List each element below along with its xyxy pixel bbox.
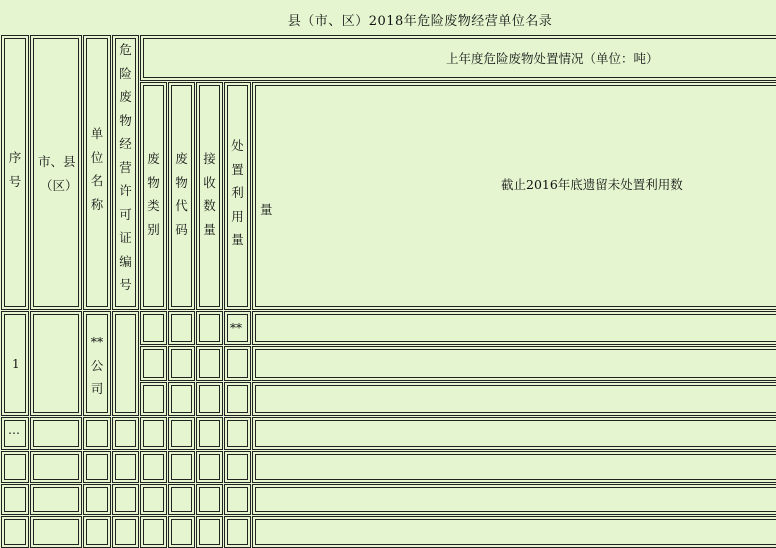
header-city-line2: （区） (40, 178, 78, 193)
row1b-waste-category (140, 346, 167, 381)
header-license (112, 35, 139, 310)
row-ellipsis-receive-qty (196, 417, 223, 450)
header-qty-suffix: 量 (260, 202, 273, 217)
row1a-waste-category (140, 311, 167, 345)
row-ellipsis-backlog (252, 417, 776, 450)
row1-unit (83, 311, 111, 416)
row1c-dispose-qty (224, 382, 251, 416)
row1b-backlog (252, 346, 776, 381)
row-empty1-waste-code (168, 451, 195, 483)
header-seq-text: 序 号 (8, 150, 22, 189)
row-empty2-seq (1, 484, 29, 515)
row-empty2-city (30, 484, 82, 515)
row-empty3-waste-category (140, 516, 167, 548)
row1c-waste-category (140, 382, 167, 416)
row1b-receive-qty (196, 346, 223, 381)
header-waste-code (168, 82, 195, 310)
row1-seq-text: 1 (12, 357, 20, 371)
row-empty3-license (112, 516, 139, 548)
page-title: 县（市、区）2018年危险废物经营单位名录 (287, 14, 553, 29)
row-ellipsis-dispose-qty (224, 417, 251, 450)
row1a-receive-qty (196, 311, 223, 345)
row1-license (112, 311, 139, 416)
header-dispose-qty (224, 82, 251, 310)
row-empty2-waste-code (168, 484, 195, 515)
header-unit-name (83, 35, 111, 310)
row-empty2-receive-qty (196, 484, 223, 515)
row1c-receive-qty (196, 382, 223, 416)
row-ellipsis-city (30, 417, 82, 450)
row-empty3-waste-code (168, 516, 195, 548)
header-dispose-qty-text: 处 置 利 用 量 (231, 138, 244, 247)
row-empty1-license (112, 451, 139, 483)
row1-seq (1, 311, 29, 416)
row1-unit-text: ** 公 司 (90, 334, 104, 396)
row1b-waste-code (168, 346, 195, 381)
row-empty1-backlog (252, 451, 776, 483)
header-group (140, 35, 776, 81)
row-empty3-backlog (252, 516, 776, 548)
row1a-dispose-qty (224, 311, 251, 345)
header-waste-code-text: 废 物 代 码 (175, 151, 188, 237)
header-receive-qty-text: 接 收 数 量 (203, 151, 216, 237)
header-backlog-text: 截止2016年底遗留未处置利用数 (501, 177, 683, 192)
row-empty3-dispose-qty (224, 516, 251, 548)
row-empty1-receive-qty (196, 451, 223, 483)
header-license-text: 危 险 废 物 经 营 许 可 证 编 号 (119, 42, 132, 292)
row1a-waste-code (168, 311, 195, 345)
row-ellipsis-waste-category (140, 417, 167, 450)
row-empty1-dispose-qty (224, 451, 251, 483)
row-empty2-license (112, 484, 139, 515)
row1a-backlog (252, 311, 776, 345)
row-empty1-waste-category (140, 451, 167, 483)
header-waste-category (140, 82, 167, 310)
row-empty2-unit (83, 484, 111, 515)
header-backlog (252, 82, 776, 310)
row-ellipsis-seq (1, 417, 29, 450)
header-waste-category-text: 废 物 类 别 (147, 151, 160, 237)
header-seq (1, 35, 29, 310)
header-receive-qty (196, 82, 223, 310)
row1b-dispose-qty (224, 346, 251, 381)
row-empty2-dispose-qty (224, 484, 251, 515)
row-empty1-unit (83, 451, 111, 483)
row1c-waste-code (168, 382, 195, 416)
row-empty3-seq (1, 516, 29, 548)
row-empty2-waste-category (140, 484, 167, 515)
row-ellipsis-text: … (8, 423, 20, 437)
row-empty3-city (30, 516, 82, 548)
row-empty1-seq (1, 451, 29, 483)
row-ellipsis-unit (83, 417, 111, 450)
header-city-line1: 市、县 (38, 154, 76, 169)
row-empty3-receive-qty (196, 516, 223, 548)
header-unit-name-text: 单 位 名 称 (90, 126, 104, 212)
row-empty1-city (30, 451, 82, 483)
header-city (30, 35, 82, 310)
row1-city (30, 311, 82, 416)
row-empty3-unit (83, 516, 111, 548)
row-ellipsis-license (112, 417, 139, 450)
row-empty2-backlog (252, 484, 776, 515)
row-ellipsis-waste-code (168, 417, 195, 450)
row1a-dispose-text: ** (230, 321, 242, 335)
header-group-text: 上年度危险废物处置情况（单位：吨） (446, 51, 659, 66)
row1c-backlog (252, 382, 776, 416)
